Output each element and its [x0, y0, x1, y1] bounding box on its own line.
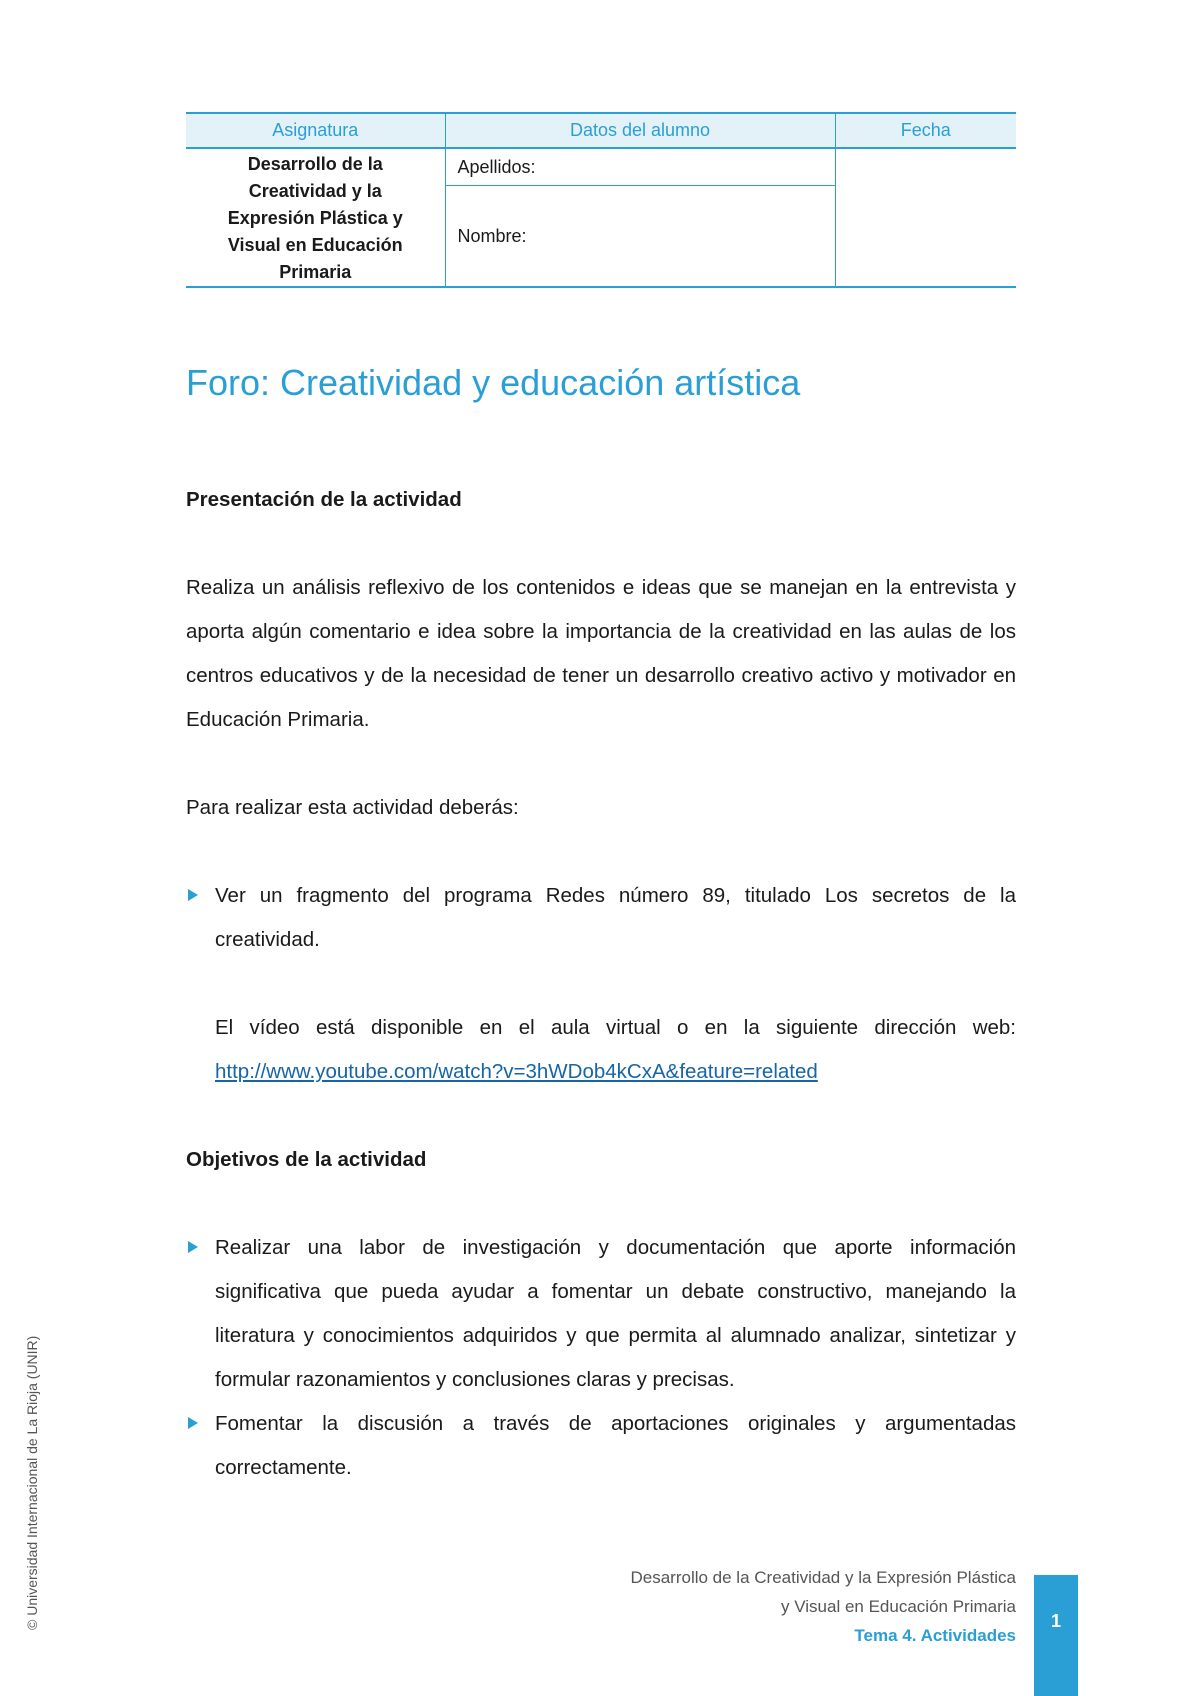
- column-header-date: Fecha: [835, 113, 1016, 148]
- subject-line: Creatividad y la: [248, 181, 382, 201]
- footer-topic: Tema 4. Actividades: [854, 1626, 1016, 1645]
- video-link[interactable]: http://www.youtube.com/watch?v=3hWDob4kCxA&feature=related: [215, 1060, 818, 1083]
- footer: [630, 1563, 1016, 1650]
- copyright-vertical: © Universidad Internacional de La Rioja (UNIR): [24, 1335, 40, 1630]
- subject-line: Primaria: [279, 262, 352, 282]
- objectives-list: [186, 1226, 1016, 1490]
- subject-line: Expresión Plástica y: [227, 208, 403, 228]
- column-header-subject: Asignatura: [186, 113, 445, 148]
- subject-name: [186, 148, 445, 287]
- triangle-bullet-icon: [188, 889, 198, 901]
- footer-course-line: Desarrollo de la Creatividad y la Expresión Plástica: [630, 1568, 1016, 1587]
- list-item: [186, 874, 1016, 962]
- video-info: [186, 1006, 1016, 1094]
- objectives-heading: Objetivos de la actividad: [186, 1148, 427, 1171]
- video-info-text: El vídeo está disponible en el aula virtual o en la siguiente dirección web:: [215, 1016, 1016, 1039]
- subject-line: Visual en Educación: [227, 235, 403, 255]
- instructions-intro: Para realizar esta actividad deberás:: [186, 796, 519, 819]
- page-number: 1: [1034, 1575, 1078, 1696]
- triangle-bullet-icon: [188, 1417, 198, 1429]
- list-item-text: Realizar una labor de investigación y documentación que aporte información significativa que pueda ayudar a fomentar un debate constructivo, manejando la literatura y conocimientos adquiridos y que permita al alumnado analizar, sintetizar y formular razonamientos y conclusiones claras y precisas.: [215, 1236, 1016, 1391]
- name-field: Nombre:: [445, 186, 835, 288]
- page-title: Foro: Creatividad y educación artística: [186, 362, 801, 403]
- instructions-list: [186, 874, 1016, 962]
- list-item-text: Ver un fragmento del programa Redes número 89, titulado Los secretos de la creatividad.: [215, 884, 1016, 951]
- header-table: [186, 112, 1016, 288]
- list-item: [186, 1402, 1016, 1490]
- list-item-text: Fomentar la discusión a través de aportaciones originales y argumentadas correctamente.: [215, 1412, 1016, 1479]
- surname-field: Apellidos:: [445, 148, 835, 186]
- document-body: [186, 478, 1016, 1490]
- column-header-student: Datos del alumno: [445, 113, 835, 148]
- triangle-bullet-icon: [188, 1241, 198, 1253]
- subject-line: Desarrollo de la: [247, 154, 383, 174]
- presentation-heading: Presentación de la actividad: [186, 488, 462, 511]
- presentation-paragraph: Realiza un análisis reflexivo de los contenidos e ideas que se manejan en la entrevista y aporta algún comentario e idea sobre la importancia de la creatividad en las aulas de los centros educativos y de la necesidad de tener un desarrollo creativo activo y motivador en Educación Primaria.: [186, 576, 1016, 731]
- date-field: [835, 148, 1016, 287]
- list-item: [186, 1226, 1016, 1402]
- footer-course-line: y Visual en Educación Primaria: [781, 1597, 1016, 1616]
